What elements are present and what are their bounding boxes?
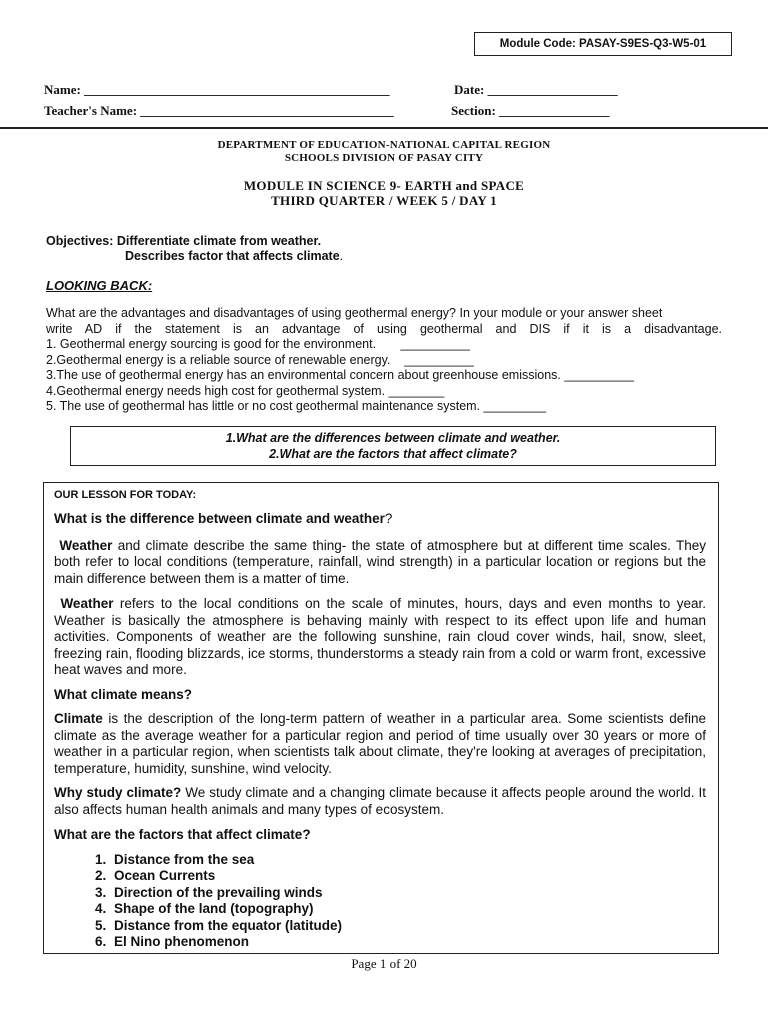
paragraph-weather-climate	[54, 538, 706, 588]
objectives-label: Objectives:	[46, 234, 114, 248]
name-field	[44, 82, 390, 98]
teacher-field	[44, 103, 394, 119]
intro-line-2: write AD if the statement is an advantage of using geothermal and DIS if it is a disadvantage.	[46, 321, 722, 336]
objective-line-2: Describes factor that affects climate.	[125, 249, 344, 263]
list-item: 5. The use of geothermal has little or no cost geothermal maintenance system. _________	[46, 399, 547, 413]
section-field	[451, 103, 610, 119]
lesson-header: OUR LESSON FOR TODAY:	[54, 489, 197, 501]
question-mark: ?	[384, 511, 393, 526]
term-why-study: Why study climate?	[54, 785, 182, 800]
intro-line-1: What are the advantages and disadvantages of using geothermal energy? In your module or your answer sheet	[46, 306, 663, 320]
objective-2: Describes factor that affects climate	[125, 249, 340, 263]
looking-back-title: LOOKING BACK:	[46, 278, 153, 293]
dept-title: DEPARTMENT OF EDUCATION-NATIONAL CAPITAL REGION	[217, 139, 551, 151]
module-title: MODULE IN SCIENCE 9- EARTH and SPACE	[243, 178, 525, 193]
header-divider	[0, 127, 768, 129]
question-factors: What are the factors that affect climate?	[54, 827, 311, 842]
guide-questions-box	[70, 426, 716, 466]
section-line: _________________	[499, 103, 610, 118]
factors-list	[54, 852, 706, 951]
lesson-box	[43, 482, 719, 954]
list-item: 2. Ocean Currents	[110, 868, 706, 885]
looking-back-content	[46, 306, 722, 415]
teacher-label: Teacher's Name:	[44, 103, 138, 118]
quarter-title: THIRD QUARTER / WEEK 5 / DAY 1	[271, 193, 497, 208]
paragraph-text: is the description of the long-term pattern of weather in a particular area. Some scientists define climate as the average weather for a particular region and period of time usually over 30 years or more of weather in a particular region, when scientists talk about climate, they're looking at averages of precipitation, temperature, humidity, sunshine, wind velocity.	[54, 711, 706, 776]
objective-1: Differentiate climate from weather.	[116, 234, 322, 248]
list-item: 2.Geothermal energy is a reliable source of renewable energy. __________	[46, 352, 474, 367]
paragraph-text: and climate describe the same thing- the state of atmosphere but at different time scales. They both refer to local conditions (temperature, rainfall, wind strength) in a particular location or regions but the main difference between them is a matter of time.	[54, 537, 706, 586]
date-field	[454, 82, 618, 98]
date-line: ____________________	[487, 82, 618, 97]
section-label: Section:	[451, 103, 496, 118]
question-difference-text: What is the difference between climate and weather	[54, 511, 385, 526]
division-title: SCHOOLS DIVISION OF PASAY CITY	[284, 152, 484, 164]
name-label: Name:	[44, 82, 81, 97]
name-line: _______________________________________________	[84, 82, 390, 97]
list-item: 5. Distance from the equator (latitude)	[110, 918, 706, 935]
list-item: 1. Geothermal energy sourcing is good for the environment. __________	[46, 337, 470, 351]
module-code-box: Module Code: PASAY-S9ES-Q3-W5-01	[474, 32, 732, 56]
list-item: 4.Geothermal energy needs high cost for geothermal system. ________	[46, 383, 445, 398]
objective-line-1	[46, 234, 321, 248]
paragraph-text: We study climate and a changing climate because it affects people around the world. It also affects human health animals and many types of ecosystem.	[54, 785, 706, 817]
date-label: Date:	[454, 82, 485, 97]
paragraph-why-study	[54, 785, 706, 818]
list-item: 3. Direction of the prevailing winds	[110, 885, 706, 902]
question-2: 2.What are the factors that affect climate?	[269, 447, 517, 461]
question-climate: What climate means?	[54, 686, 193, 702]
list-item: 4. Shape of the land (topography)	[110, 901, 706, 918]
list-item: 6. El Nino phenomenon	[110, 934, 706, 951]
term-weather: Weather	[59, 537, 113, 553]
question-difference	[54, 511, 706, 528]
list-item: 1. Distance from the sea	[110, 852, 706, 869]
question-1: 1.What are the differences between climate and weather.	[225, 431, 561, 445]
list-item: 3.The use of geothermal energy has an environmental concern about greenhouse emissions. __________	[46, 368, 634, 382]
paragraph-climate	[54, 711, 706, 777]
term-weather: Weather	[60, 596, 114, 611]
page-number: Page 1 of 20	[351, 956, 417, 971]
term-climate: Climate	[54, 711, 103, 726]
paragraph-text: refers to the local conditions on the scale of minutes, hours, days and even months to year. Weather is basically the atmosphere is behaving mainly with respect to its effect upon life and human activities. Components of weather are the following sunshine, rain cloud cover winds, hail, snow, sleet, freezing rain, flooding blizzards, ice storms, thunderstorms a steady rain from a cold or warm front, excessive heat waves and more.	[54, 596, 706, 677]
paragraph-weather	[54, 596, 706, 679]
teacher-line: _______________________________________	[140, 103, 394, 118]
